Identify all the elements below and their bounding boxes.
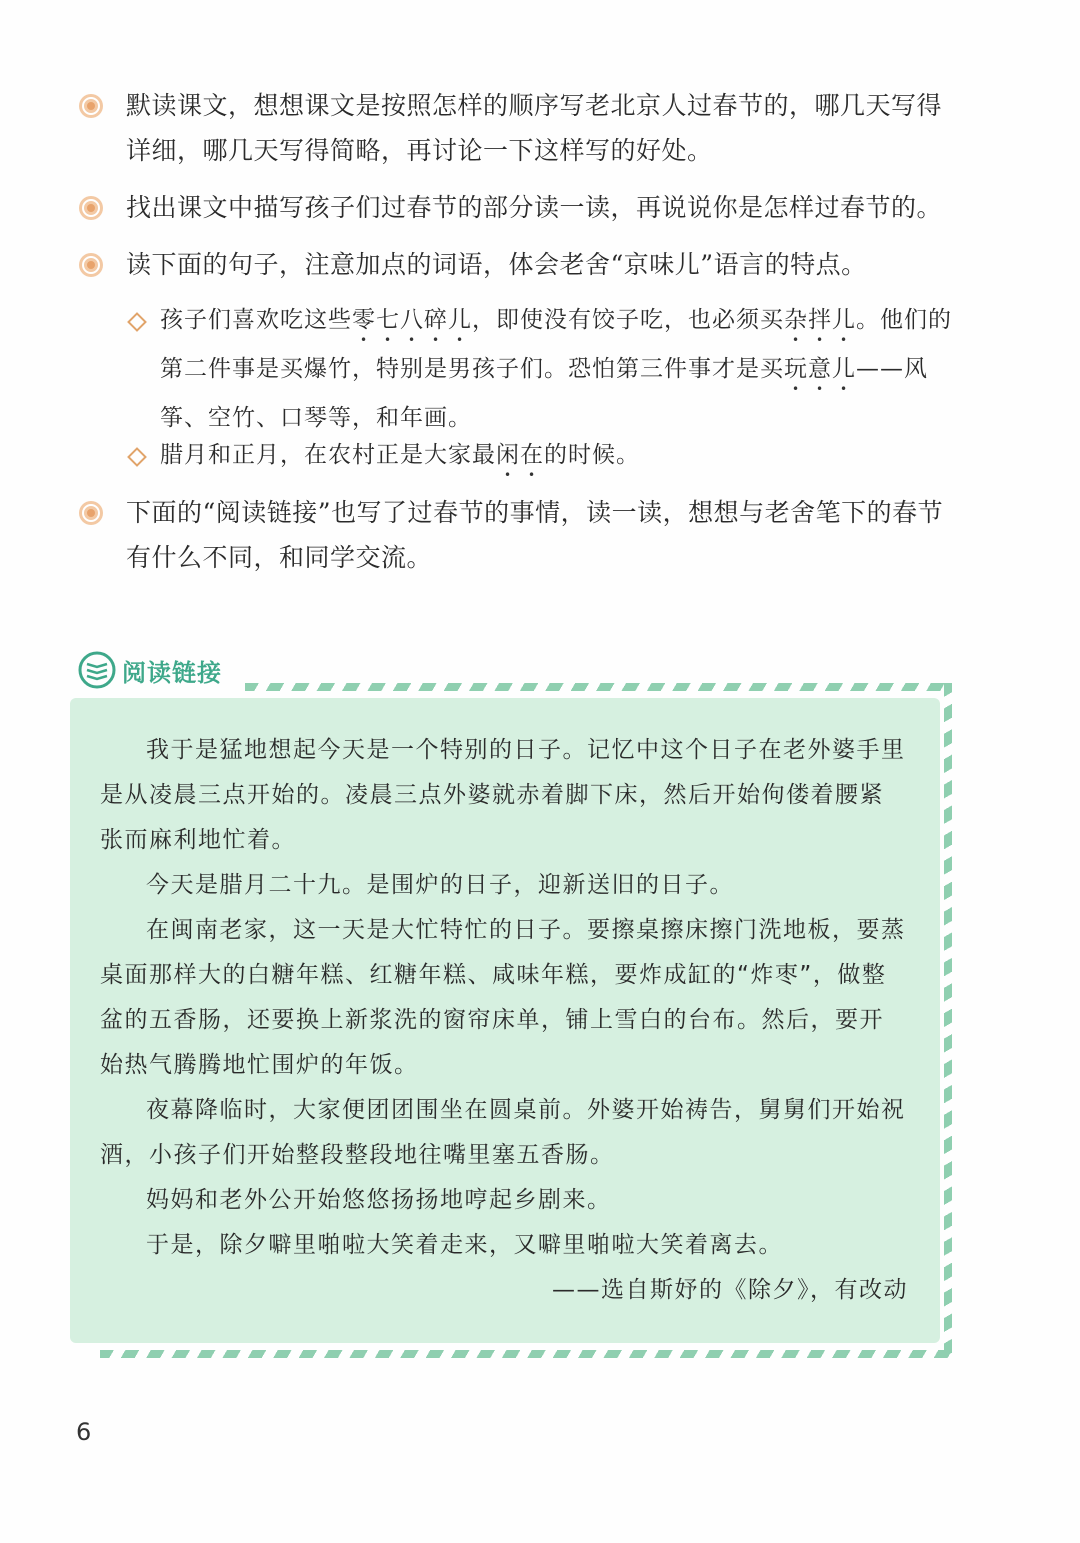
example-sentence-2: 腊月和正月，在农村正是大家最闲在的时候。 bbox=[160, 442, 640, 468]
reading-paragraph: 夜幕降临时，大家便团团围坐在圆桌前。外婆开始祷告，舅舅们开始祝酒，小孩子们开始整段整段地往嘴里塞五香肠。 bbox=[100, 1097, 906, 1168]
flower-bullet-icon bbox=[78, 500, 104, 526]
reading-source: ——选自斯妤的《除夕》，有改动 bbox=[552, 1277, 908, 1303]
reading-paragraph: 在闽南老家，这一天是大忙特忙的日子。要擦桌擦床擦门洗地板，要蒸桌面那样大的白糖年糕、红糖年糕、咸味年糕，要炸成缸的“炸枣”，做整盆的五香肠，还要换上新浆洗的窗帘床单，铺上雪白的台布。然后，要开始热气腾腾地忙围炉的年饭。 bbox=[100, 917, 906, 1078]
reading-link-text bbox=[100, 728, 908, 1313]
reading-link-header bbox=[78, 651, 222, 689]
book-icon bbox=[78, 651, 116, 689]
flower-bullet-icon bbox=[78, 93, 104, 119]
exercise-1: 默读课文，想想课文是按照怎样的顺序写老北京人过春节的，哪几天写得详细，哪几天写得简略，再讨论一下这样写的好处。 bbox=[126, 91, 943, 165]
exercise-2: 找出课文中描写孩子们过春节的部分读一读，再说说你是怎样过春节的。 bbox=[126, 193, 943, 222]
page-number: 6 bbox=[76, 1418, 92, 1446]
reading-link-title: 阅读链接 bbox=[122, 658, 222, 687]
flower-bullet-icon bbox=[78, 252, 104, 278]
flower-bullet-icon bbox=[78, 195, 104, 221]
reading-paragraph: 于是，除夕噼里啪啦大笑着走来，又噼里啪啦大笑着离去。 bbox=[146, 1232, 783, 1258]
exercise-3: 读下面的句子，注意加点的词语，体会老舍“京味儿”语言的特点。 bbox=[126, 250, 867, 279]
diamond-bullet-icon bbox=[127, 447, 147, 467]
example-sentence-1: 孩子们喜欢吃这些零七八碎儿，即使没有饺子吃，也必须买杂拌儿。他们的第二件事是买爆竹，特别是男孩子们。恐怕第三件事才是买玩意儿——风筝、空竹、口琴等，和年画。 bbox=[160, 307, 952, 431]
dashed-border-right bbox=[944, 683, 952, 1355]
dashed-border-top bbox=[245, 683, 950, 691]
reading-paragraph: 妈妈和老外公开始悠悠扬扬地哼起乡剧来。 bbox=[146, 1187, 612, 1213]
reading-paragraph: 我于是猛地想起今天是一个特别的日子。记忆中这个日子在老外婆手里是从凌晨三点开始的。凌晨三点外婆就赤着脚下床，然后开始佝偻着腰紧张而麻利地忙着。 bbox=[100, 737, 906, 853]
exercise-4: 下面的“阅读链接”也写了过春节的事情，读一读，想想与老舍笔下的春节有什么不同，和同学交流。 bbox=[126, 498, 944, 572]
reading-paragraph: 今天是腊月二十九。是围炉的日子，迎新送旧的日子。 bbox=[146, 872, 734, 898]
diamond-bullet-icon bbox=[127, 312, 147, 332]
dashed-border-bottom bbox=[100, 1350, 952, 1358]
